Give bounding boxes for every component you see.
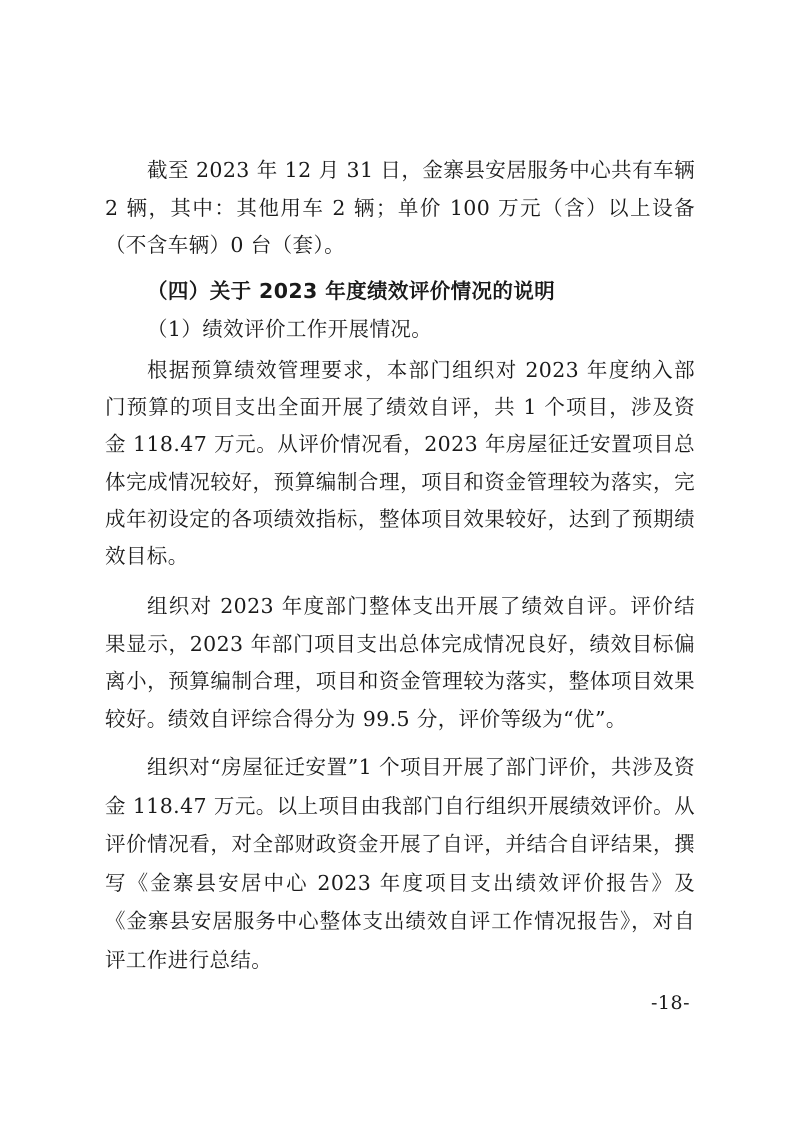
- paragraph-department-evaluation: 组织对“房屋征迁安置”1 个项目开展了部门评价，共涉及资金 118.47 万元。以上项目由我部门自行组织开展绩效评价。从评价情况看，对全部财政资金开展了自评，并结合自评结果，撰写《金寨县安居中心 2023 年度项目支出绩效评价报告》及《金寨县安居服务中心整体支出绩效自评工作情况报告》，对自评工作进行总结。: [105, 755, 695, 972]
- subsection-heading: （1）绩效评价工作开展情况。: [147, 317, 433, 341]
- section-heading: （四）关于 2023 年度绩效评价情况的说明: [147, 279, 556, 303]
- paragraph-vehicles: 截至 2023 年 12 月 31 日，金寨县安居服务中心共有车辆 2 辆，其中：其他用车 2 辆；单价 100 万元（含）以上设备（不含车辆）0 台（套）。: [105, 158, 695, 257]
- paragraph-overall-expenditure: 组织对 2023 年度部门整体支出开展了绩效自评。评价结果显示，2023 年部门项目支出总体完成情况良好，绩效目标偏离小，预算编制合理，项目和资金管理较为落实，整体项目效果较好。绩效自评综合得分为 99.5 分，评价等级为“优”。: [105, 594, 695, 731]
- paragraph-self-evaluation: 根据预算绩效管理要求，本部门组织对 2023 年度纳入部门预算的项目支出全面开展了绩效自评，共 1 个项目，涉及资金 118.47 万元。从评价情况看，2023 年房屋征迁安置项目总体完成情况较好，预算编制合理，项目和资金管理较为落实，完成年初设定的各项绩效指标，整体项目效果较好，达到了预期绩效目标。: [105, 358, 695, 569]
- page-number: -18-: [650, 992, 690, 1014]
